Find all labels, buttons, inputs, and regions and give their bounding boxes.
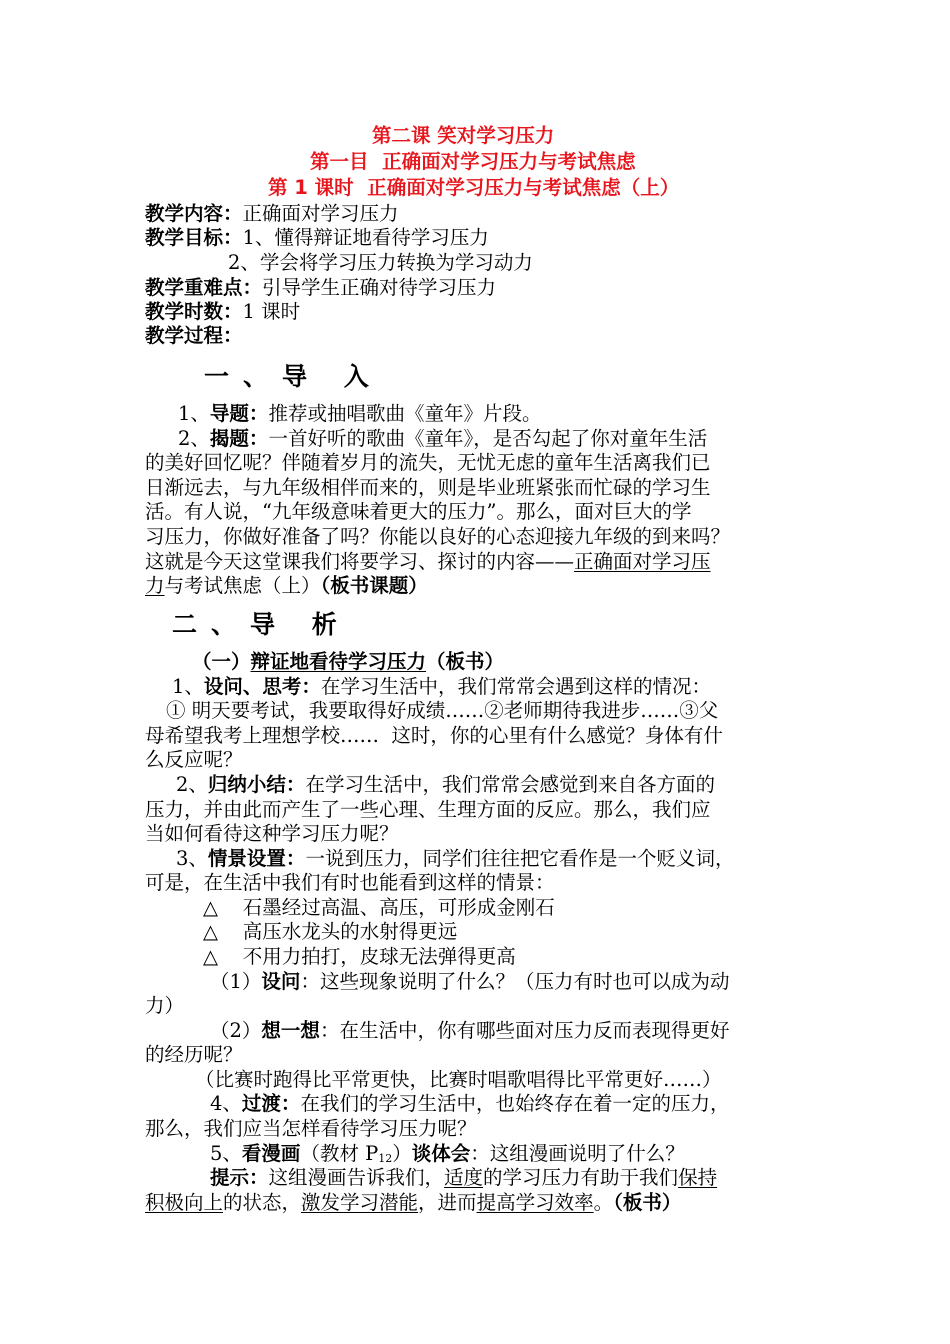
item-label: 设问 xyxy=(261,970,301,993)
board-note: （板书） xyxy=(426,650,505,673)
paragraph-line: 习压力，你做好准备了吗？你能以良好的心态迎接九年级的到来吗？ xyxy=(145,525,731,548)
paragraph-line xyxy=(145,1190,681,1215)
item-text: 在学习生活中，我们常常会遇到这样的情况： xyxy=(320,675,711,698)
scenario-item: △ 高压水龙头的水射得更远 xyxy=(203,920,458,943)
intro-item-1 xyxy=(178,401,541,426)
unit-title: 第一目 正确面对学习压力与考试焦虑 xyxy=(310,150,636,173)
paragraph-line: 日渐远去，与九年级相伴而来的，则是毕业班紧张而忙碌的学习生 xyxy=(145,476,711,499)
item-label: 谈体会 xyxy=(411,1142,471,1165)
teaching-key xyxy=(145,275,496,300)
paragraph-line: 的美好回忆呢？伴随着岁月的流失，无忧无虑的童年生活离我们已 xyxy=(145,451,711,474)
hours-label: 教学时数： xyxy=(145,300,243,323)
sub-number: （一） xyxy=(192,650,251,673)
underlined-text: 力 xyxy=(145,574,165,597)
paragraph-line xyxy=(145,573,428,598)
text-span: 与考试焦虑（上） xyxy=(164,574,321,597)
text-span: ，进而 xyxy=(418,1191,477,1214)
section-heading-analysis: 二、导 析 xyxy=(172,610,351,639)
item-text: ：这些现象说明了什么？（压力有时也可以成为动 xyxy=(300,970,730,993)
goal-2: 2、学会将学习压力转换为学习动力 xyxy=(228,251,533,274)
item-text: 在学习生活中，我们常常会感觉到来自各方面的 xyxy=(305,773,715,796)
intro-item-2 xyxy=(178,426,707,451)
teaching-content xyxy=(145,201,399,226)
item-number: 1、 xyxy=(172,675,204,698)
item-number: （1） xyxy=(210,970,262,993)
section-heading-intro: 一、导 入 xyxy=(204,362,383,391)
item-number: 1、 xyxy=(178,402,210,425)
underlined-text: 激发学习潜能 xyxy=(301,1191,419,1214)
item-text: 推荐或抽唱歌曲《童年》片段。 xyxy=(268,402,542,425)
question-1 xyxy=(210,969,729,994)
analysis-item-2 xyxy=(176,772,715,797)
item-number: 3、 xyxy=(176,847,208,870)
paragraph-line: 那么，我们应当怎样看待学习压力呢？ xyxy=(145,1117,477,1140)
item-text: ：这组漫画说明了什么？ xyxy=(470,1142,685,1165)
text-span: 这就是今天这堂课我们将要学习、探讨的内容—— xyxy=(145,550,575,573)
content-value: 正确面对学习压力 xyxy=(242,202,399,225)
teaching-hours xyxy=(145,299,300,324)
key-label: 教学重难点： xyxy=(145,276,263,299)
analysis-item-1 xyxy=(172,674,711,699)
paragraph-line: 可是，在生活中我们有时也能看到这样的情景： xyxy=(145,871,555,894)
item-label: 导题： xyxy=(209,402,269,425)
item-label: 归纳小结： xyxy=(207,773,306,796)
hours-value: 1 课时 xyxy=(242,300,301,323)
goal-1: 1、懂得辩证地看待学习压力 xyxy=(242,226,489,249)
key-value: 引导学生正确对待学习压力 xyxy=(262,276,497,299)
item-label: 设问、思考： xyxy=(203,675,321,698)
paragraph-line: 力） xyxy=(145,994,185,1017)
item-number: 5、 xyxy=(210,1142,242,1165)
paragraph-line: 压力，并由此而产生了一些心理、生理方面的反应。那么，我们应 xyxy=(145,798,711,821)
underlined-text: 积极向上 xyxy=(145,1191,224,1214)
paragraph-line: ① 明天要考试，我要取得好成绩……②老师期待我进步……③父 xyxy=(166,699,719,722)
text-span: 。 xyxy=(593,1191,614,1214)
period-title: 第 1 课时 正确面对学习压力与考试焦虑（上） xyxy=(268,176,680,199)
item-number: （2） xyxy=(210,1019,262,1042)
item-text: 在我们的学习生活中，也始终存在着一定的压力， xyxy=(300,1092,730,1115)
paragraph-line: 么反应呢？ xyxy=(145,748,243,771)
text-span: 的学习压力有助于我们 xyxy=(483,1166,679,1189)
board-note: （板书课题） xyxy=(320,574,428,597)
text-span: 这组漫画告诉我们， xyxy=(268,1166,445,1189)
process-label: 教学过程： xyxy=(145,324,243,347)
item-label: 看漫画 xyxy=(241,1142,301,1165)
item-label: 情景设置： xyxy=(207,847,306,870)
item-label: 想一想 xyxy=(261,1019,320,1042)
board-note: （板书） xyxy=(613,1191,682,1214)
content-label: 教学内容： xyxy=(145,202,243,225)
paragraph-line xyxy=(145,549,711,574)
item-text: ：在生活中，你有哪些面对压力反而表现得更好 xyxy=(319,1019,730,1042)
hint-line xyxy=(210,1165,717,1190)
analysis-item-4 xyxy=(210,1091,729,1116)
item-number: 2、 xyxy=(178,427,210,450)
analysis-item-3 xyxy=(176,846,734,871)
paragraph-line: 活。有人说，“九年级意味着更大的压力”。那么，面对巨大的学 xyxy=(145,500,692,523)
sub-title: 辩证地看待学习压力 xyxy=(250,650,427,673)
paragraph-line: （比赛时跑得比平常更快，比赛时唱歌唱得比平常更好……） xyxy=(195,1068,722,1091)
scenario-item: △ 石墨经过高温、高压，可形成金刚石 xyxy=(203,896,555,919)
underlined-text: 适度 xyxy=(444,1166,484,1189)
paragraph-line: 母希望我考上理想学校…… 这时，你的心里有什么感觉？身体有什 xyxy=(145,724,723,747)
item-label: 过渡： xyxy=(241,1092,301,1115)
scenario-item: △ 不用力拍打，皮球无法弹得更高 xyxy=(203,945,516,968)
paragraph-line: 当如何看待这种学习压力呢？ xyxy=(145,822,399,845)
paragraph-line: 的经历呢？ xyxy=(145,1043,243,1066)
item-number: 4、 xyxy=(210,1092,242,1115)
subsection-heading xyxy=(192,649,504,674)
item-text: 一说到压力，同学们往往把它看作是一个贬义词， xyxy=(305,847,735,870)
lesson-title: 第二课 笑对学习压力 xyxy=(372,124,555,147)
underlined-text: 正确面对学习压 xyxy=(574,550,711,573)
item-number: 2、 xyxy=(176,773,208,796)
text-span: （教材 P xyxy=(300,1142,379,1165)
item-label: 揭题： xyxy=(209,427,269,450)
text-span: ） xyxy=(392,1142,412,1165)
underlined-text: 提高学习效率 xyxy=(476,1191,594,1214)
hint-label: 提示： xyxy=(210,1166,269,1189)
item-text: 一首好听的歌曲《童年》，是否勾起了你对童年生活 xyxy=(268,427,708,450)
text-span: 的状态， xyxy=(223,1191,302,1214)
teaching-goals xyxy=(145,225,489,250)
subscript: 12 xyxy=(378,1152,393,1165)
question-2 xyxy=(210,1018,729,1043)
underlined-text: 保持 xyxy=(678,1166,718,1189)
goal-label: 教学目标： xyxy=(145,226,243,249)
